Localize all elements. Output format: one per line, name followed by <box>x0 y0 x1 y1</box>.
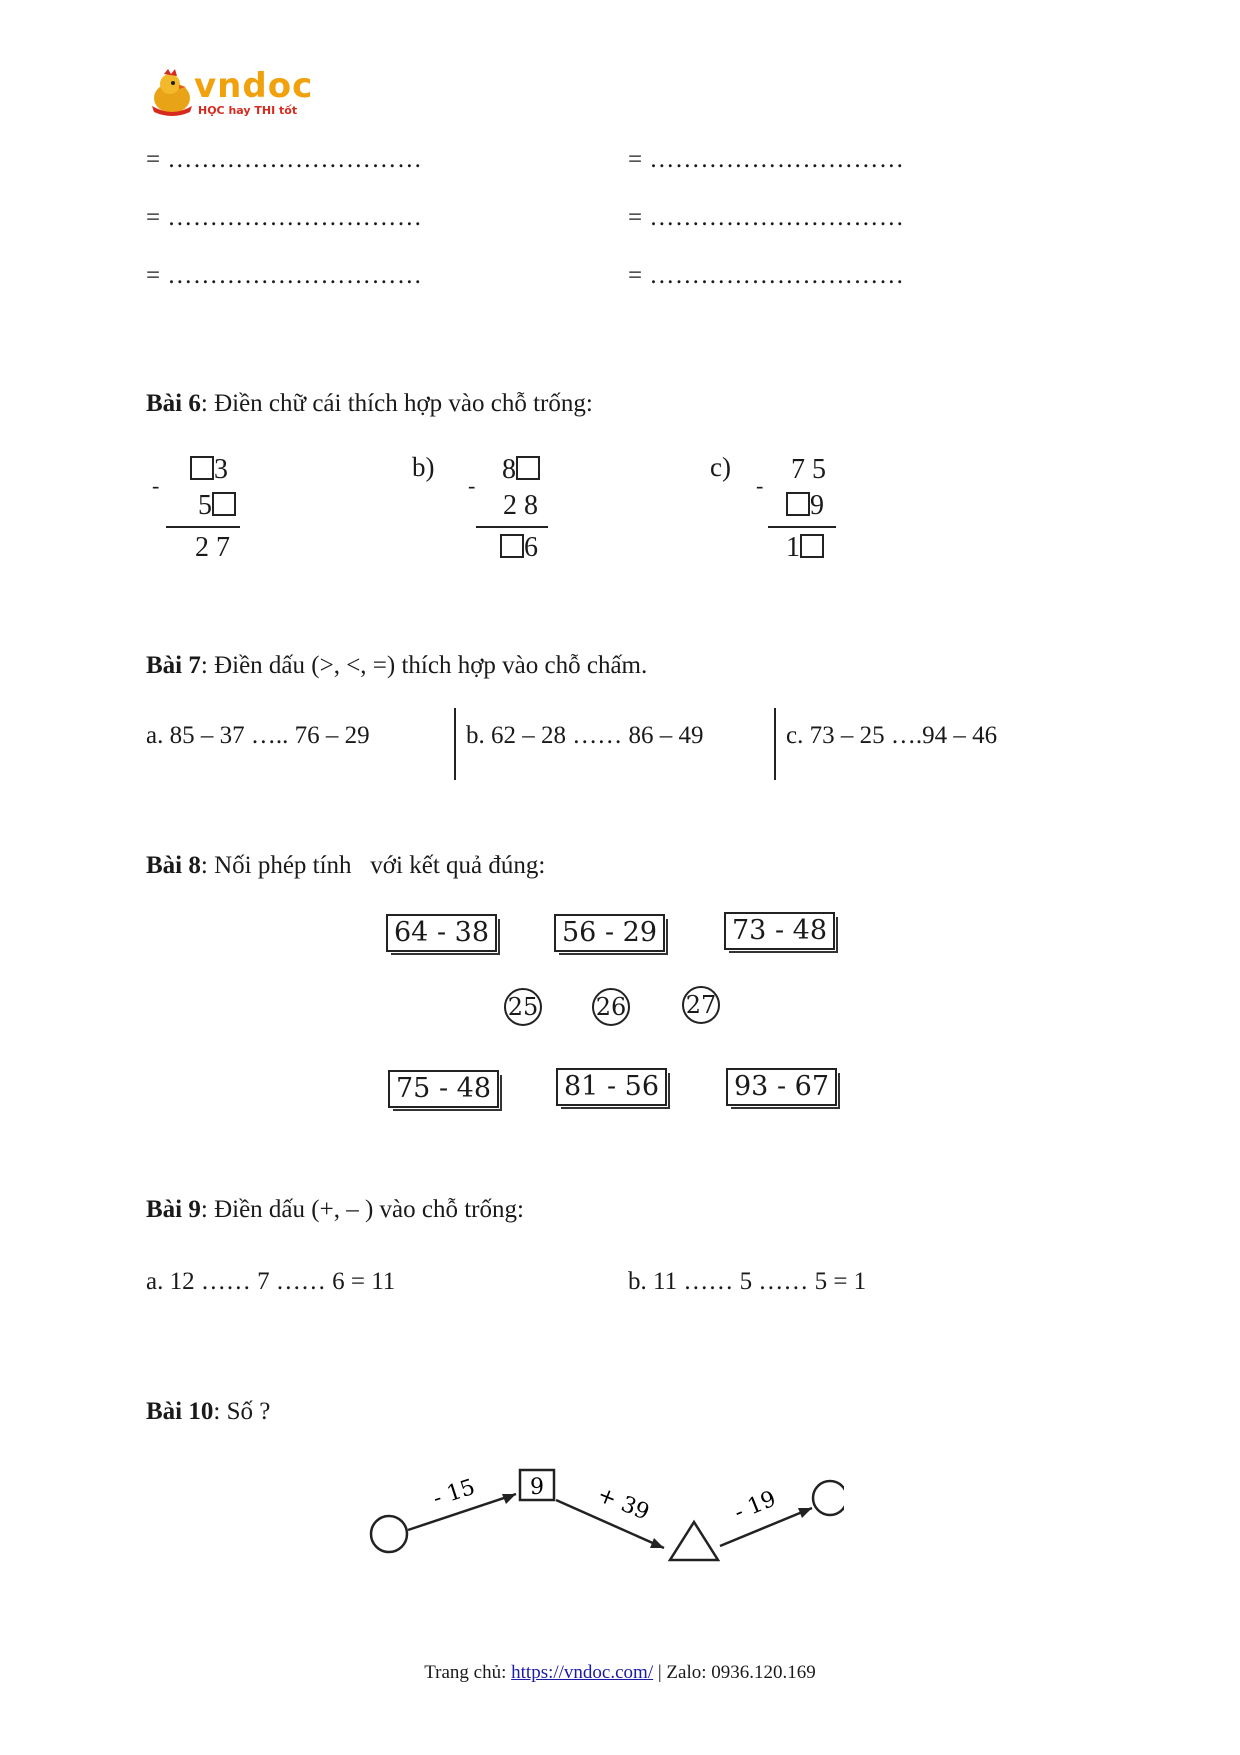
bai10-label: Bài 10 <box>146 1398 214 1425</box>
logo-tagline: HỌC hay THI tốt <box>198 104 298 117</box>
bai7-heading <box>146 652 647 680</box>
row2: 9 <box>768 488 836 524</box>
problem-b-label: b) <box>412 452 435 482</box>
subtraction-problem-b <box>468 452 548 566</box>
result: 2 7 <box>195 532 230 563</box>
bai8-heading <box>146 852 545 880</box>
blank-box <box>516 456 540 480</box>
op-label-3: - 19 <box>730 1486 780 1526</box>
start-circle <box>371 1516 407 1552</box>
bai9-item-b: b. 11 …… 5 …… 5 = 1 <box>628 1268 867 1295</box>
result-circle: 26 <box>592 988 630 1026</box>
bai9-label: Bài 9 <box>146 1196 201 1223</box>
bai10-heading <box>146 1398 270 1426</box>
problem-c-label: c) <box>710 452 731 482</box>
arrowhead-2 <box>650 1538 664 1548</box>
blank-box <box>786 492 810 516</box>
row2: 5 <box>166 488 240 524</box>
expression-box: 64 - 38 <box>386 914 497 952</box>
answer-line: = ………………………… <box>628 146 905 173</box>
homepage-link[interactable]: https://vndoc.com/ <box>511 1662 654 1683</box>
expression-box: 56 - 29 <box>554 914 665 952</box>
result: 6 <box>476 530 548 566</box>
row1: 8 <box>476 452 548 488</box>
answer-line: = ………………………… <box>628 204 905 231</box>
number-chain-diagram <box>364 1450 844 1570</box>
bai6-text: : Điền chữ cái thích hợp vào chỗ trống: <box>200 390 593 417</box>
bai9-heading <box>146 1196 524 1224</box>
blank-box <box>800 534 824 558</box>
logo-brand: vndoc <box>194 66 314 106</box>
bai7-label: Bài 7 <box>146 652 201 679</box>
arrowhead-1 <box>502 1494 516 1504</box>
expression-box: 81 - 56 <box>556 1068 667 1106</box>
bai7-item-a: a. 85 – 37 ….. 76 – 29 <box>146 722 370 749</box>
answer-line: = ………………………… <box>146 204 423 231</box>
bai9-item-a: a. 12 …… 7 …… 6 = 11 <box>146 1268 396 1295</box>
op-label-2: + 39 <box>593 1482 653 1526</box>
divider <box>774 708 776 780</box>
result-bar <box>476 526 548 528</box>
logo <box>146 66 314 122</box>
result: 1 <box>768 530 836 566</box>
bai8-label: Bài 8 <box>146 852 201 879</box>
subtraction-problem-c <box>756 452 836 566</box>
minus-sign: - <box>152 473 160 498</box>
box-value: 9 <box>530 1475 544 1500</box>
result-circle: 27 <box>682 986 720 1024</box>
row1: 7 5 <box>791 454 826 485</box>
blank-box <box>212 492 236 516</box>
bai8-text: : Nối phép tính với kết quả đúng: <box>200 852 546 879</box>
chicken-mascot-icon <box>146 68 196 118</box>
expression-box: 93 - 67 <box>726 1068 837 1106</box>
answer-line: = ………………………… <box>628 262 905 289</box>
minus-sign: - <box>468 473 476 498</box>
expression-box: 73 - 48 <box>724 912 835 950</box>
end-circle <box>813 1481 844 1515</box>
op-label-1: - 15 <box>430 1474 479 1512</box>
footer <box>0 1662 1240 1684</box>
footer-suffix: | Zalo: 0936.120.169 <box>653 1662 816 1683</box>
expression-box: 75 - 48 <box>388 1070 499 1108</box>
bai6-label: Bài 6 <box>146 390 201 417</box>
divider <box>454 708 456 780</box>
result-bar <box>166 526 240 528</box>
result-circle: 25 <box>504 988 542 1026</box>
row1: 3 <box>166 452 240 488</box>
answer-line: = ………………………… <box>146 146 423 173</box>
arrowhead-3 <box>798 1508 812 1518</box>
minus-sign: - <box>756 473 764 498</box>
bai7-text: : Điền dấu (>, <, =) thích hợp vào chỗ chấm. <box>200 652 648 679</box>
triangle-shape <box>670 1522 718 1560</box>
bai9-text: : Điền dấu (+, – ) vào chỗ trống: <box>200 1196 524 1223</box>
blank-box <box>190 456 214 480</box>
result-bar <box>768 526 836 528</box>
row2: 2 8 <box>503 490 538 521</box>
blank-box <box>500 534 524 558</box>
answer-line: = ………………………… <box>146 262 423 289</box>
subtraction-problem-a <box>152 452 240 566</box>
footer-prefix: Trang chủ: <box>424 1662 512 1683</box>
bai6-heading <box>146 390 593 418</box>
bai7-item-c: c. 73 – 25 ….94 – 46 <box>786 722 998 749</box>
bai10-text: : Số ? <box>213 1398 271 1425</box>
bai7-item-b: b. 62 – 28 …… 86 – 49 <box>466 722 704 749</box>
